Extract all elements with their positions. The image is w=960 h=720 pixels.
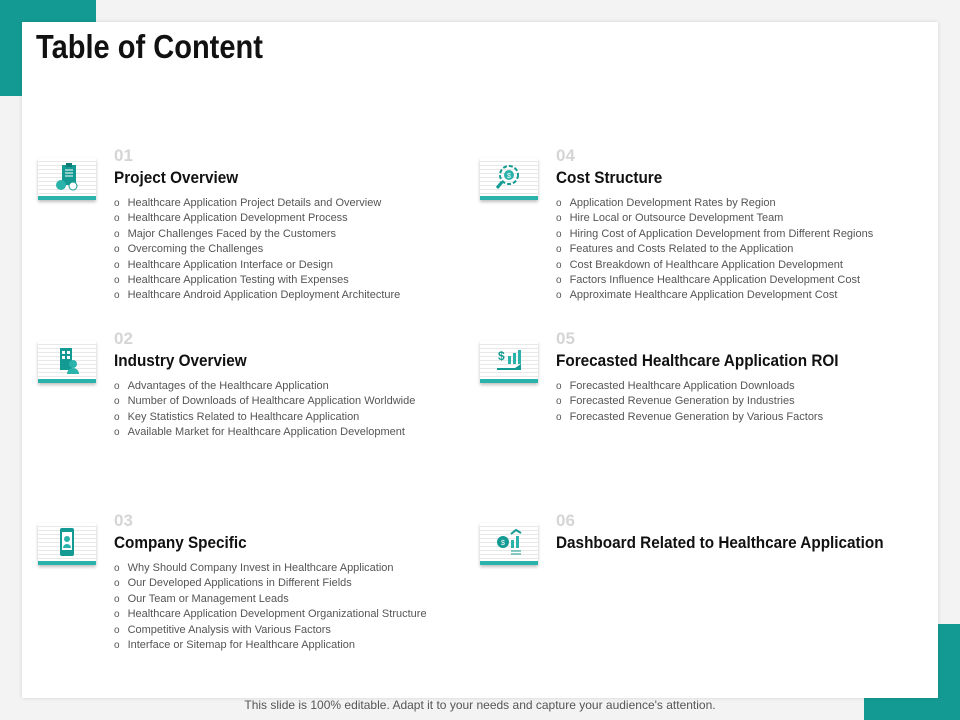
section-heading: Industry Overview xyxy=(114,351,247,370)
list-item: o Hire Local or Outsource Development Team xyxy=(556,211,960,226)
svg-text:$: $ xyxy=(501,540,505,547)
list-item: o Healthcare Application Development Process xyxy=(114,211,534,226)
toc-section-01 xyxy=(114,146,534,304)
section-items xyxy=(556,196,960,304)
page-title: Table of Content xyxy=(36,28,263,65)
list-item: o Approximate Healthcare Application Development Cost xyxy=(556,288,960,303)
list-item: o Available Market for Healthcare Application Development xyxy=(114,425,534,440)
section-items xyxy=(114,561,534,653)
list-item: o Why Should Company Invest in Healthcare Application xyxy=(114,561,534,576)
list-item: o Our Developed Applications in Different Fields xyxy=(114,576,534,591)
list-item: o Application Development Rates by Region xyxy=(556,196,960,211)
section-items xyxy=(556,379,960,425)
list-item: o Overcoming the Challenges xyxy=(114,242,534,257)
list-item: o Forecasted Healthcare Application Downloads xyxy=(556,379,960,394)
section-number: 06 xyxy=(556,511,575,530)
section-number: 03 xyxy=(114,511,133,530)
list-item: o Number of Downloads of Healthcare Application Worldwide xyxy=(114,394,534,409)
section-items xyxy=(114,379,534,441)
list-item: o Forecasted Revenue Generation by Industries xyxy=(556,394,960,409)
list-item: o Features and Costs Related to the Application xyxy=(556,242,960,257)
list-item: o Forecasted Revenue Generation by Various Factors xyxy=(556,410,960,425)
section-heading: Company Specific xyxy=(114,533,247,552)
clipboard-gear-user-icon xyxy=(38,158,96,200)
toc-section-02 xyxy=(114,329,534,441)
list-item: o Healthcare Application Testing with Expenses xyxy=(114,273,534,288)
section-items xyxy=(114,196,534,304)
hand-dollar-chart-icon xyxy=(480,341,538,383)
dashboard-chart-icon xyxy=(480,523,538,565)
section-heading: Dashboard Related to Healthcare Application xyxy=(556,533,884,552)
toc-section-05 xyxy=(498,329,960,425)
svg-text:$: $ xyxy=(507,173,511,180)
section-heading: Cost Structure xyxy=(556,168,663,187)
section-number: 04 xyxy=(556,146,575,165)
list-item: o Major Challenges Faced by the Customers xyxy=(114,227,534,242)
toc-section-04 xyxy=(507,146,960,304)
section-number: 01 xyxy=(114,146,133,165)
list-item: o Hiring Cost of Application Development from Different Regions xyxy=(556,227,960,242)
list-item: o Healthcare Application Development Organizational Structure xyxy=(114,607,534,622)
list-item: o Key Statistics Related to Healthcare Application xyxy=(114,410,534,425)
list-item: o Healthcare Android Application Deployment Architecture xyxy=(114,288,534,303)
list-item: o Healthcare Application Project Details and Overview xyxy=(114,196,534,211)
list-item: o Interface or Sitemap for Healthcare Application xyxy=(114,638,534,653)
svg-text:$: $ xyxy=(498,349,505,363)
list-item: o Factors Influence Healthcare Application Development Cost xyxy=(556,273,960,288)
building-user-icon xyxy=(38,341,96,383)
toc-section-03 xyxy=(114,511,534,653)
section-heading: Forecasted Healthcare Application ROI xyxy=(556,351,839,370)
list-item: o Cost Breakdown of Healthcare Application Development xyxy=(556,258,960,273)
list-item: o Healthcare Application Interface or Design xyxy=(114,258,534,273)
list-item: o Competitive Analysis with Various Factors xyxy=(114,623,534,638)
footer-note: This slide is 100% editable. Adapt it to your needs and capture your audience's attention. xyxy=(244,698,716,712)
section-number: 05 xyxy=(556,329,575,348)
magnifier-dollar-gear-icon xyxy=(480,158,538,200)
mobile-profile-icon xyxy=(38,523,96,565)
list-item: o Advantages of the Healthcare Application xyxy=(114,379,534,394)
list-item: o Our Team or Management Leads xyxy=(114,592,534,607)
section-number: 02 xyxy=(114,329,133,348)
section-heading: Project Overview xyxy=(114,168,239,187)
toc-section-06 xyxy=(501,511,960,561)
